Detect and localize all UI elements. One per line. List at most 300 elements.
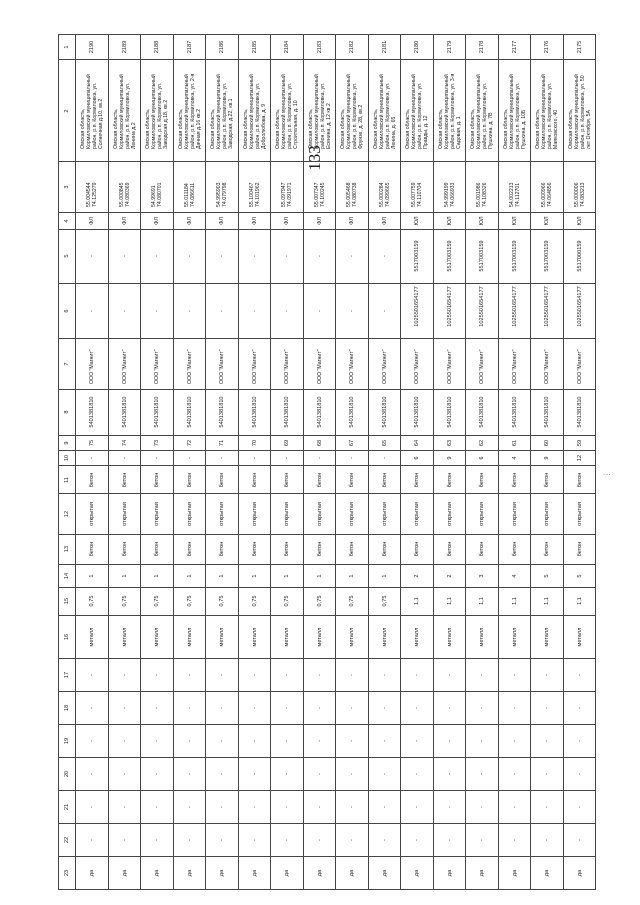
cell: - <box>141 451 174 466</box>
cell: - <box>206 823 239 856</box>
cell: - <box>108 451 141 466</box>
cell: 55.097947 74.091971 <box>271 161 304 212</box>
cell: ООО "Магнит" <box>433 339 466 390</box>
cell: ООО "Магнит" <box>368 339 401 390</box>
cell: 55.004544 74.125279 <box>76 161 109 212</box>
cell: металл <box>336 615 369 658</box>
cell: - <box>498 757 531 790</box>
cell: 1,1 <box>498 587 531 615</box>
cell: - <box>303 790 336 823</box>
cell: 2 <box>401 565 434 588</box>
cell: открытая <box>563 494 596 535</box>
cell: 63 <box>433 435 466 450</box>
cell: 5401381810 <box>271 390 304 436</box>
cell: ООО "Магнит" <box>173 339 206 390</box>
cell: 71 <box>206 435 239 450</box>
cell: металл <box>401 615 434 658</box>
cell: бетон <box>303 534 336 564</box>
cell: 1,1 <box>466 587 499 615</box>
cell: бетон <box>531 534 564 564</box>
cell: - <box>271 230 304 283</box>
cell: 1025501654177 <box>401 283 434 339</box>
cell: - <box>173 757 206 790</box>
cell: металл <box>368 615 401 658</box>
cell: 2181 <box>368 35 401 60</box>
cell: 2184 <box>271 35 304 60</box>
cell: открытая <box>108 494 141 535</box>
cell: - <box>531 724 564 757</box>
cell: - <box>563 659 596 692</box>
cell: металл <box>173 615 206 658</box>
document-column-5 <box>59 230 596 283</box>
cell: ФЛ <box>173 212 206 230</box>
cell: - <box>271 790 304 823</box>
cell: 1025501654177 <box>563 283 596 339</box>
cell: 2176 <box>531 35 564 60</box>
cell: - <box>108 724 141 757</box>
cell: Омская область, Кормиловский муниципальный район, р.п. Кормиловка, ул. Есенина, д. 12 кв.2 <box>303 60 336 161</box>
column-header: 23 <box>59 856 76 889</box>
cell: 2183 <box>303 35 336 60</box>
cell: - <box>141 691 174 724</box>
cell: да <box>271 856 304 889</box>
cell: - <box>368 283 401 339</box>
cell: бетон <box>271 534 304 564</box>
cell: - <box>173 790 206 823</box>
cell: 1,1 <box>563 587 596 615</box>
cell: - <box>368 659 401 692</box>
cell: да <box>76 856 109 889</box>
column-header: 3 <box>59 161 76 212</box>
cell: 1 <box>173 565 206 588</box>
cell: 5401381810 <box>76 390 109 436</box>
cell: 0,75 <box>271 587 304 615</box>
document-column-6 <box>59 283 596 339</box>
cell: бетон <box>271 466 304 494</box>
cell: - <box>531 659 564 692</box>
cell: - <box>238 724 271 757</box>
cell: - <box>238 451 271 466</box>
cell: металл <box>466 615 499 658</box>
cell: бетон <box>173 534 206 564</box>
cell: 55.007347 74.100245 <box>303 161 336 212</box>
column-header: 11 <box>59 466 76 494</box>
cell: бетон <box>466 466 499 494</box>
cell: - <box>271 691 304 724</box>
cell: - <box>76 283 109 339</box>
cell: - <box>206 230 239 283</box>
cell: бетон <box>173 466 206 494</box>
cell: - <box>433 724 466 757</box>
cell: - <box>303 283 336 339</box>
document-column-19 <box>59 724 596 757</box>
page-number: 133 <box>304 145 324 171</box>
cell: 5401381810 <box>433 390 466 436</box>
cell: 5401381810 <box>531 390 564 436</box>
cell: - <box>368 790 401 823</box>
cell: бетон <box>531 466 564 494</box>
cell: - <box>563 823 596 856</box>
cell: бетон <box>498 534 531 564</box>
document-column-10 <box>59 451 596 466</box>
cell: 1025501654177 <box>433 283 466 339</box>
cell: - <box>368 724 401 757</box>
cell: - <box>498 691 531 724</box>
cell: - <box>173 230 206 283</box>
cell: - <box>108 230 141 283</box>
cell: - <box>238 757 271 790</box>
cell: 65 <box>368 435 401 450</box>
cell: 54.002213 74.112701 <box>498 161 531 212</box>
cell: ООО "Магнит" <box>466 339 499 390</box>
document-column-12 <box>59 494 596 535</box>
cell: бетон <box>141 466 174 494</box>
cell: бетон <box>206 466 239 494</box>
cell: - <box>141 230 174 283</box>
cell: металл <box>271 615 304 658</box>
cell: металл <box>498 615 531 658</box>
cell: 61 <box>498 435 531 450</box>
cell: да <box>563 856 596 889</box>
cell: - <box>173 451 206 466</box>
cell: да <box>173 856 206 889</box>
cell: 5401381810 <box>303 390 336 436</box>
cell: - <box>206 790 239 823</box>
cell: открытая <box>531 494 564 535</box>
cell: металл <box>76 615 109 658</box>
cell: 5 <box>531 565 564 588</box>
cell: Омская область, Кормиловский муниципальный район, р.п. Кормиловка, ул. Правды, д. 12 <box>401 60 434 161</box>
cell: 59 <box>563 435 596 450</box>
cell: ООО "Магнит" <box>563 339 596 390</box>
cell: 55.000966 74.064856 <box>531 161 564 212</box>
cell: - <box>433 823 466 856</box>
cell: бетон <box>108 534 141 564</box>
cell: 60 <box>531 435 564 450</box>
cell: 1 <box>141 565 174 588</box>
cell: 1 <box>271 565 304 588</box>
document-column-8 <box>59 390 596 436</box>
cell: ФЛ <box>336 212 369 230</box>
cell: ООО "Магнит" <box>271 339 304 390</box>
cell: 5517003159 <box>531 230 564 283</box>
cell: - <box>76 451 109 466</box>
column-header: 15 <box>59 587 76 615</box>
cell: 5401381810 <box>108 390 141 436</box>
cell: 2179 <box>433 35 466 60</box>
cell: 54.999199 74.066933 <box>433 161 466 212</box>
cell: 54.99691 74.080701 <box>141 161 174 212</box>
cell: - <box>206 283 239 339</box>
cell: 1 <box>206 565 239 588</box>
cell: ЮЛ <box>466 212 499 230</box>
cell: открытая <box>401 494 434 535</box>
cell: - <box>76 659 109 692</box>
cell: 2187 <box>173 35 206 60</box>
document-column-20 <box>59 757 596 790</box>
cell: бетон <box>563 534 596 564</box>
cell: - <box>173 659 206 692</box>
cell: ООО "Магнит" <box>238 339 271 390</box>
cell: - <box>433 757 466 790</box>
register-table <box>58 34 596 890</box>
cell: 74 <box>108 435 141 450</box>
cell: - <box>401 724 434 757</box>
cell: ФЛ <box>303 212 336 230</box>
cell: да <box>466 856 499 889</box>
cell: да <box>498 856 531 889</box>
cell: Омская область, Кормиловский муниципальный район, р.п. Кормиловка, ул. Строительная, д. 10 <box>271 60 304 161</box>
cell: открытая <box>336 494 369 535</box>
cell: - <box>563 790 596 823</box>
document-column-15 <box>59 587 596 615</box>
cell: 2 <box>433 565 466 588</box>
cell: - <box>238 790 271 823</box>
cell: ООО "Магнит" <box>206 339 239 390</box>
cell: - <box>303 823 336 856</box>
cell: ООО "Магнит" <box>303 339 336 390</box>
cell: 5401381810 <box>141 390 174 436</box>
cell: бетон <box>238 466 271 494</box>
cell: - <box>76 691 109 724</box>
cell: - <box>368 757 401 790</box>
cell: Омская область, Кормиловский муниципальный район, р.п. Кормиловка, ул. Маяковского, 40 <box>531 60 564 161</box>
cell: Омская область, Кормиловский муниципальный район, р.п. Кормиловка, ул. Фрунзе, д. 28, кв.2 <box>336 60 369 161</box>
cell: - <box>238 823 271 856</box>
document-column-11 <box>59 466 596 494</box>
column-header: 12 <box>59 494 76 535</box>
cell: Омская область, Кормиловский муниципальный район, р.п. Кормиловка, ул. Заводская, д.22, кв.1 <box>206 60 239 161</box>
column-header: 21 <box>59 790 76 823</box>
cell: открытая <box>141 494 174 535</box>
cell: ООО "Магнит" <box>108 339 141 390</box>
cell: 55.000006 74.083213 <box>563 161 596 212</box>
cell: бетон <box>238 534 271 564</box>
document-column-21 <box>59 790 596 823</box>
document-column-3 <box>59 161 596 212</box>
cell: 0,75 <box>336 587 369 615</box>
cell: 2185 <box>238 35 271 60</box>
cell: 54.995903 74.079798 <box>206 161 239 212</box>
cell: - <box>498 724 531 757</box>
cell: - <box>108 659 141 692</box>
column-header: 18 <box>59 691 76 724</box>
cell: - <box>498 823 531 856</box>
cell: - <box>206 659 239 692</box>
cell: 55.007759 74.110704 <box>401 161 434 212</box>
cell: открытая <box>206 494 239 535</box>
cell: Омская область, Кормиловский муниципальный район, р.п. Кормиловка, ул. Пушкина, д. 10Б <box>498 60 531 161</box>
cell: 9 <box>531 451 564 466</box>
cell: 0,75 <box>108 587 141 615</box>
cell: 5401381810 <box>173 390 206 436</box>
cell: - <box>466 724 499 757</box>
cell: 5517003159 <box>466 230 499 283</box>
cell: 5401381810 <box>401 390 434 436</box>
cell: Омская область, Кормиловский муниципальный район, р.п. Кормиловка, ул. Ленина д.2 <box>108 60 141 161</box>
cell: - <box>531 691 564 724</box>
cell: ФЛ <box>141 212 174 230</box>
cell: - <box>238 691 271 724</box>
cell: 1025501654177 <box>531 283 564 339</box>
cell: открытая <box>173 494 206 535</box>
cell: 5 <box>563 565 596 588</box>
cell: - <box>303 451 336 466</box>
cell: - <box>336 724 369 757</box>
column-header: 16 <box>59 615 76 658</box>
cell: - <box>238 230 271 283</box>
cell: 1 <box>76 565 109 588</box>
column-header: 17 <box>59 659 76 692</box>
cell: 12 <box>563 451 596 466</box>
cell: - <box>563 757 596 790</box>
cell: - <box>141 659 174 692</box>
cell: Омская область, Кормиловский муниципальный район, р.п. Кормиловка, ул. Ленина, д. 65 <box>368 60 401 161</box>
cell: - <box>108 790 141 823</box>
cell: 5401381810 <box>368 390 401 436</box>
cell: 1 <box>303 565 336 588</box>
document-column-4 <box>59 212 596 230</box>
cell: - <box>76 724 109 757</box>
scan-artifact: ⋮ <box>602 470 612 479</box>
cell: 5517003159 <box>401 230 434 283</box>
cell: - <box>108 691 141 724</box>
cell: Омская область, Кормиловский муниципальный район, р.п. Кормиловка, ул. 50 лет Октября, 5А <box>563 60 596 161</box>
cell: 1025501654177 <box>466 283 499 339</box>
cell: - <box>336 823 369 856</box>
cell: Омская область, Кормиловский муниципальный район, р.п. Кормиловка, ул. Пушкина, д. 7В <box>466 60 499 161</box>
cell: бетон <box>336 466 369 494</box>
cell: бетон <box>303 466 336 494</box>
cell: 69 <box>271 435 304 450</box>
cell: - <box>271 283 304 339</box>
cell: 67 <box>336 435 369 450</box>
cell: 55.011184 74.086611 <box>173 161 206 212</box>
document-column-2 <box>59 60 596 161</box>
cell: 0,75 <box>141 587 174 615</box>
cell: Омская область, Кормиловский муниципальный район, р.п. Кормиловка, ул. Добролюбова, д. 9 <box>238 60 271 161</box>
cell: 0,75 <box>206 587 239 615</box>
document-column-16 <box>59 615 596 658</box>
cell: металл <box>108 615 141 658</box>
cell: ЮЛ <box>498 212 531 230</box>
cell: 6 <box>401 451 434 466</box>
cell: 5401381810 <box>466 390 499 436</box>
cell: бетон <box>563 466 596 494</box>
cell: ФЛ <box>238 212 271 230</box>
document-column-1 <box>59 35 596 60</box>
cell: бетон <box>498 466 531 494</box>
cell: бетон <box>206 534 239 564</box>
cell: бетон <box>401 534 434 564</box>
cell: открытая <box>466 494 499 535</box>
cell: ЮЛ <box>433 212 466 230</box>
cell: - <box>336 790 369 823</box>
cell: да <box>401 856 434 889</box>
document-column-7 <box>59 339 596 390</box>
cell: да <box>206 856 239 889</box>
cell: - <box>303 757 336 790</box>
cell: - <box>206 451 239 466</box>
cell: ЮЛ <box>401 212 434 230</box>
cell: - <box>401 790 434 823</box>
cell: бетон <box>76 466 109 494</box>
cell: металл <box>206 615 239 658</box>
cell: - <box>336 757 369 790</box>
cell: - <box>271 659 304 692</box>
cell: 5517003159 <box>433 230 466 283</box>
cell: 9 <box>433 451 466 466</box>
cell: 5401381810 <box>563 390 596 436</box>
cell: - <box>466 790 499 823</box>
cell: - <box>108 757 141 790</box>
cell: - <box>238 283 271 339</box>
cell: - <box>141 790 174 823</box>
cell: - <box>368 451 401 466</box>
cell: бетон <box>141 534 174 564</box>
cell: - <box>76 757 109 790</box>
cell: 2177 <box>498 35 531 60</box>
cell: - <box>271 823 304 856</box>
cell: - <box>76 230 109 283</box>
cell: 0,75 <box>76 587 109 615</box>
document-column-23 <box>59 856 596 889</box>
cell: да <box>238 856 271 889</box>
cell: да <box>108 856 141 889</box>
cell: бетон <box>466 534 499 564</box>
cell: открытая <box>433 494 466 535</box>
cell: 6 <box>466 451 499 466</box>
cell: 5517003159 <box>498 230 531 283</box>
cell: 5401381810 <box>336 390 369 436</box>
cell: 4 <box>498 451 531 466</box>
column-header: 4 <box>59 212 76 230</box>
cell: 2180 <box>401 35 434 60</box>
cell: 68 <box>303 435 336 450</box>
cell: 0,75 <box>303 587 336 615</box>
cell: открытая <box>271 494 304 535</box>
cell: - <box>368 230 401 283</box>
cell: ООО "Магнит" <box>336 339 369 390</box>
cell: - <box>141 283 174 339</box>
document-column-22 <box>59 823 596 856</box>
cell: да <box>303 856 336 889</box>
cell: - <box>498 790 531 823</box>
cell: - <box>433 790 466 823</box>
cell: - <box>498 659 531 692</box>
cell: 70 <box>238 435 271 450</box>
cell: - <box>336 691 369 724</box>
cell: бетон <box>108 466 141 494</box>
cell: 1,1 <box>433 587 466 615</box>
cell: открытая <box>368 494 401 535</box>
cell: металл <box>531 615 564 658</box>
cell: бетон <box>76 534 109 564</box>
cell: открытая <box>238 494 271 535</box>
cell: - <box>271 724 304 757</box>
cell: Омская область, Кормиловский муниципальный район, р.п. Кормиловка, ул. 2-я Дачная д.16 кв.2 <box>173 60 206 161</box>
column-header: 14 <box>59 565 76 588</box>
cell: 4 <box>498 565 531 588</box>
cell: - <box>76 790 109 823</box>
cell: бетон <box>401 466 434 494</box>
cell: - <box>531 790 564 823</box>
cell: - <box>531 823 564 856</box>
cell: - <box>466 659 499 692</box>
cell: - <box>466 823 499 856</box>
document-column-18 <box>59 691 596 724</box>
document-column-13 <box>59 534 596 564</box>
